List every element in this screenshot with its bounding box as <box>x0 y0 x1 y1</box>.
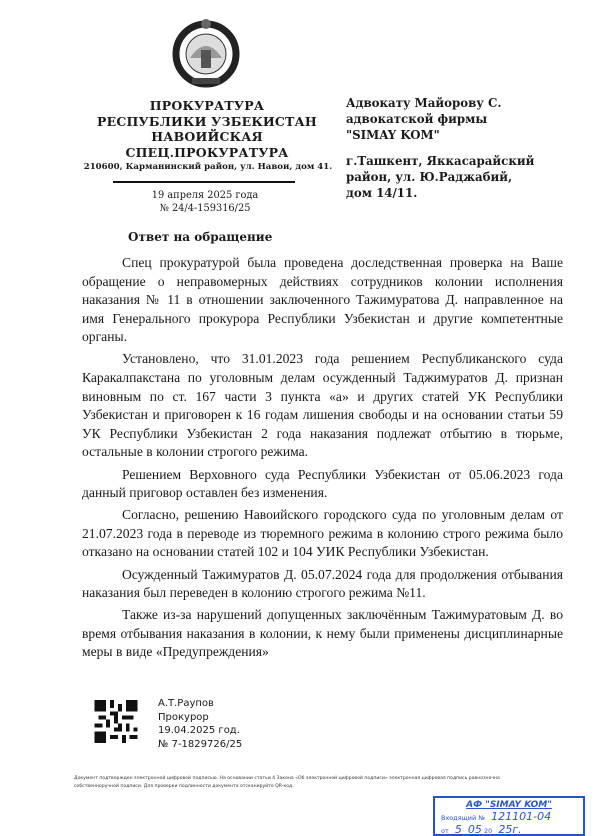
recipient-block <box>346 96 586 202</box>
signature-block <box>158 697 242 751</box>
signature-date: 19.04.2025 год. <box>158 725 240 736</box>
body-paragraph: Спец прокуратурой была проведена доследственная проверка на Ваше обращение о неправомерных действиях сотрудников колонии исполнения наказания № 11 в отношении заключенного Тажимуратова Д. направленное на имя Генерального прокурора Республики Узбекистан и другие компетентные органы. <box>82 255 563 345</box>
org-line: РЕСПУБЛИКИ УЗБЕКИСТАН <box>97 113 317 129</box>
organization-name <box>92 98 322 160</box>
org-address: 210600, Карманинский район, ул. Навои, дом 41. <box>83 162 333 172</box>
footnote-line: собственноручной подписи. Для проверки подлинности документа отсканируйте QR-код. <box>74 784 294 789</box>
recipient-line: Адвокату Майорову С. <box>346 96 502 110</box>
stamp-month: 05 <box>467 823 482 836</box>
stamp-date-label: от <box>441 827 449 835</box>
stamp-title: АФ "SIMAY KOM" <box>466 800 552 810</box>
incoming-registration-stamp <box>433 796 585 836</box>
recipient-address-line: г.Ташкент, Яккасарайский <box>346 154 535 169</box>
body-paragraph: Установлено, что 31.01.2023 года решением Республиканского суда Каракалпакстана по уголовным делам осужденный Таджимуратов Д. признан виновным по ст. 167 части 3 пункта «а» и других статей УК Республики Узбекистан и приговорен к 16 годам лишения свободы и на основании статьи 59 УК Республики Узбекистан 2 года наказания подлежат отбытию в тюрьме, остальные в колонии строгого режима. <box>82 351 563 460</box>
org-line: НАВОИЙСКАЯ <box>151 129 263 144</box>
recipient-line: адвокатской фирмы <box>346 111 488 126</box>
stamp-year-label: 20 <box>484 827 493 835</box>
document-date-block <box>110 190 300 215</box>
stamp-incoming-number: 121101-04 <box>491 810 552 823</box>
digital-signature-footnote <box>74 775 594 791</box>
signer-position: Прокурор <box>158 711 209 723</box>
signer-name: А.Т.Раупов <box>158 698 214 709</box>
body-paragraph: Решением Верховного суда Республики Узбекистан от 05.06.2023 года данный приговор оставлен без изменения. <box>82 466 563 501</box>
footnote-line: Документ подтвержден электронной цифровой подписью. На основании статьи 4 Закона «Об электронной цифровой подписи» электронная цифровая подпись равнозначна <box>74 776 500 781</box>
stamp-incoming-label: Входящий № <box>441 814 486 822</box>
org-line: СПЕЦ.ПРОКУРАТУРА <box>125 144 289 160</box>
body-paragraph: Согласно, решению Навоийского городского суда по уголовным делам от 21.07.2023 года в переводе из тюремного режима в колонию строго режима было отказано на основании статей 102 и 104 УИК Республики Узбекистан. <box>82 507 563 560</box>
outgoing-number: № 24/4-159316/25 <box>159 202 251 214</box>
signature-number: № 7-1829726/25 <box>158 738 243 750</box>
body-paragraph: Осужденный Тажимуратов Д. 05.07.2024 года для продолжения отбывания наказания был переведен в колонию строгого режима №11. <box>82 566 563 601</box>
recipient-address-line: дом 14/11. <box>346 185 418 200</box>
org-line: ПРОКУРАТУРА <box>149 98 265 113</box>
stamp-date-row <box>441 823 577 836</box>
document-date: 19 апреля 2025 года <box>151 190 259 201</box>
recipient-line: "SIMAY KOM" <box>346 127 440 142</box>
body-paragraph: Также из-за нарушений допущенных заключённым Тажимуратовым Д. во время отбывания наказания в колонии, к нему были применены дисциплинарные меры в виде «Предупреждения» <box>82 607 563 660</box>
qr-code-icon <box>94 700 138 743</box>
stamp-day: 5 <box>454 823 462 836</box>
header-divider <box>113 181 295 183</box>
stamp-year: 25г. <box>498 823 522 836</box>
recipient-address-line: район, ул. Ю.Раджабий, <box>346 170 513 185</box>
stamp-incoming-row <box>441 810 577 823</box>
state-emblem-icon <box>170 14 242 94</box>
document-body <box>82 254 563 665</box>
document-subject: Ответ на обращение <box>128 230 273 244</box>
